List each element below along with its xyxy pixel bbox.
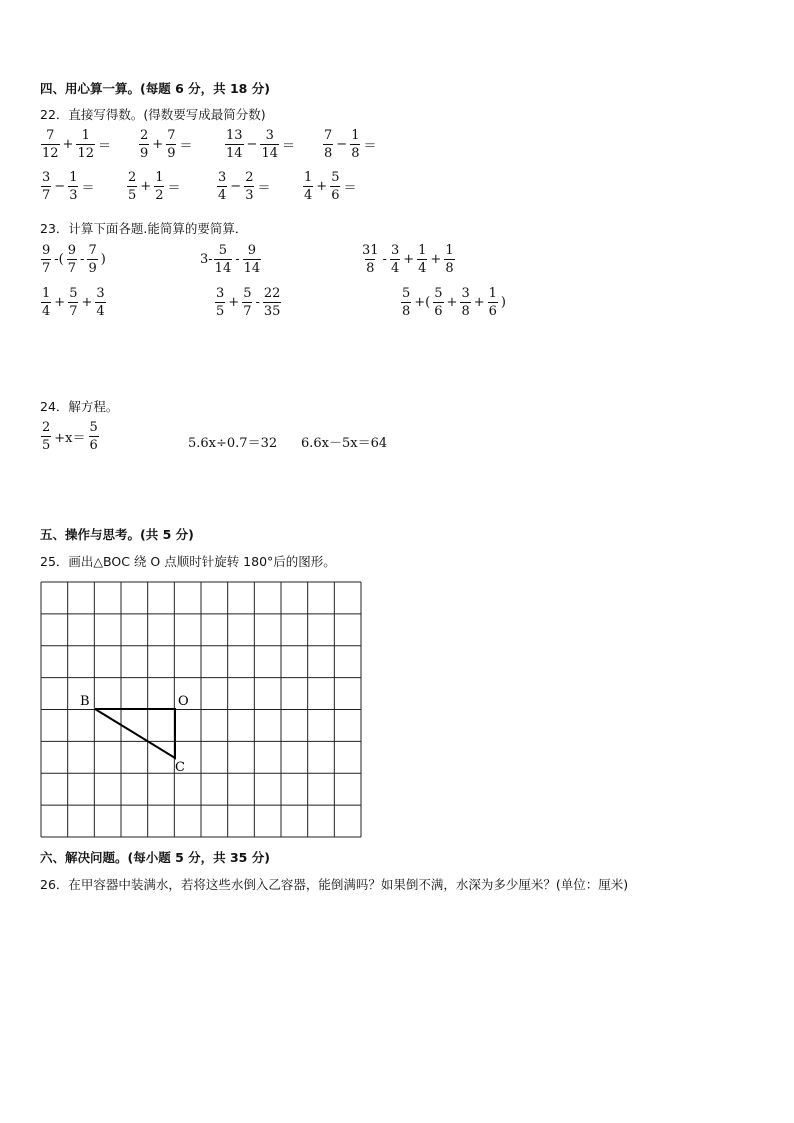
q22-row-1-expr-4: $\frac{7}{8}$ − $\frac{1}{8}$ ＝ <box>324 128 377 161</box>
q22-row-2-expr-1: $\frac{3}{7}$ − $\frac{1}{3}$ ＝ <box>42 170 95 203</box>
grid-lines <box>41 582 361 837</box>
q23-expression-b: 3- $\frac{5}{14}$ - $\frac{9}{14}$ <box>200 243 261 276</box>
q23-expression-d: $\frac{1}{4}$ + $\frac{5}{7}$ + $\frac{3}{4}$ <box>42 286 105 319</box>
label-c: C <box>175 760 185 775</box>
q23-expression-c: $\frac{31}{8}$ - $\frac{3}{4}$ + $\frac{1}{4}$ + $\frac{1}{8}$ <box>362 243 454 276</box>
q23-expression-e: $\frac{3}{5}$ + $\frac{5}{7}$ - $\frac{22}{35}$ <box>216 286 281 319</box>
section-4-title: 四、用心算一算。(每题 6 分，共 18 分) <box>40 81 270 96</box>
q22-row-2-expr-2: $\frac{2}{5}$ + $\frac{1}{2}$ ＝ <box>128 170 181 203</box>
section-6-title: 六、解决问题。(每小题 5 分，共 35 分) <box>40 850 270 865</box>
q24-equation-2: 5.6x÷0.7＝32 <box>188 436 278 451</box>
q22-expression: $\frac{7}{12}$ + $\frac{1}{12}$ ＝ <box>42 128 112 161</box>
q23-expression-f: $\frac{5}{8}$ +( $\frac{5}{6}$ + $\frac{3}{8}$ + $\frac{1}{6}$ ) <box>402 286 506 319</box>
section-5-title: 五、操作与思考。(共 5 分) <box>40 527 194 542</box>
q22-row-1-expr-3: $\frac{13}{14}$ − $\frac{3}{14}$ ＝ <box>226 128 296 161</box>
q22-row-2-expr-3: $\frac{3}{4}$ − $\frac{2}{3}$ ＝ <box>218 170 271 203</box>
q24-equation-1: $\frac{2}{5}$ +x＝ $\frac{5}{6}$ <box>42 420 98 453</box>
question-26-prompt: 26．在甲容器中装满水，若将这些水倒入乙容器，能倒满吗？如果倒不满，水深为多少厘米？(单位：厘米) <box>40 877 629 892</box>
q22-row-1 <box>40 128 113 161</box>
q22-row-1-expr-2: $\frac{2}{9}$ + $\frac{7}{9}$ ＝ <box>140 128 193 161</box>
question-23-prompt: 23．计算下面各题.能简算的要简算． <box>40 221 248 236</box>
q22-row-2-expr-4: $\frac{1}{4}$ + $\frac{5}{6}$ ＝ <box>304 170 357 203</box>
rotation-grid <box>40 581 362 838</box>
q24-equation-3: 6.6x－5x＝64 <box>301 436 388 451</box>
question-22-prompt: 22．直接写得数。(得数要写成最简分数) <box>40 107 266 122</box>
question-25-prompt: 25．画出△BOC 绕 O 点顺时针旋转 180°后的图形。 <box>40 554 336 569</box>
label-o: O <box>178 694 189 709</box>
triangle-boc <box>95 709 175 758</box>
label-b: B <box>80 694 90 709</box>
question-24-prompt: 24．解方程。 <box>40 399 119 414</box>
q23-expression-a: $\frac{9}{7}$ -( $\frac{9}{7}$ - $\frac{7}{9}$ ) <box>42 243 106 276</box>
